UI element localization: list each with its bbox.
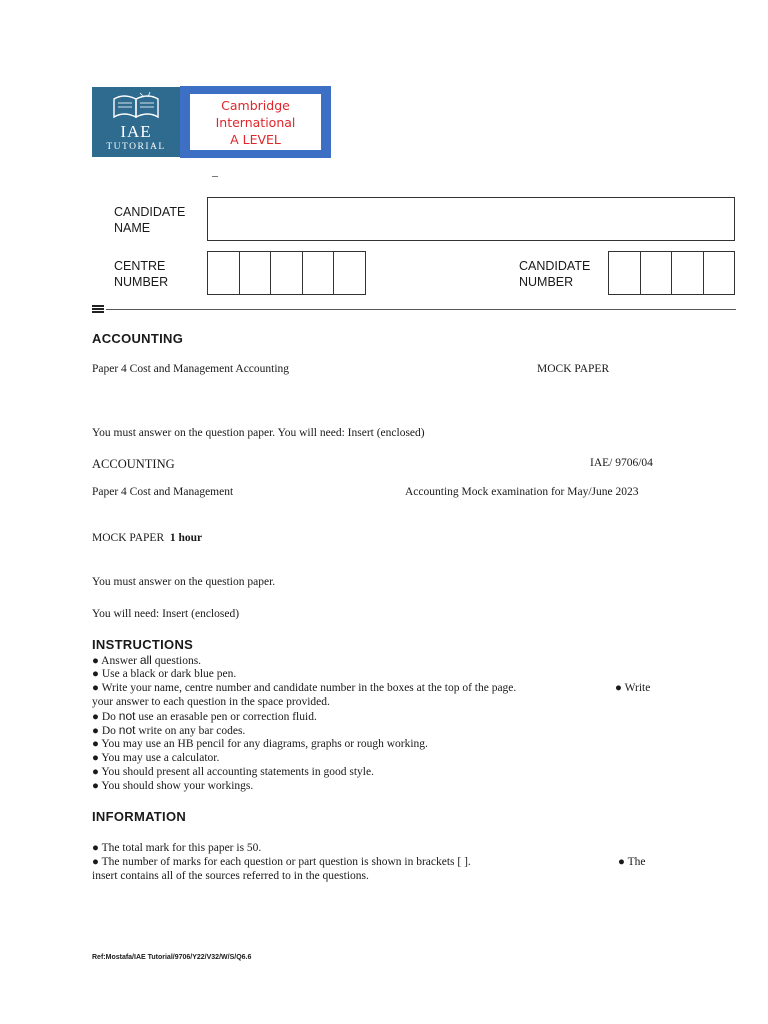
centre-number-cell[interactable] [208, 252, 240, 294]
iae-logo [92, 87, 180, 157]
candidate-name-label-line2: NAME [114, 221, 151, 235]
instruction-keyword: not [118, 723, 136, 737]
badge-line-1: Cambridge [221, 97, 290, 113]
answer-note: You must answer on the question paper. You will need: Insert (enclosed) [92, 427, 425, 439]
information-item: ● The number of marks for each question or part question is shown in brackets [ ]. [92, 856, 471, 868]
candidate-number-cell[interactable] [672, 252, 704, 294]
instruction-keyword: not [118, 709, 136, 723]
badge-line-2: International [215, 114, 296, 130]
instruction-item: ● You should present all accounting statements in good style. [92, 766, 374, 778]
candidate-number-cell[interactable] [609, 252, 641, 294]
information-heading: INFORMATION [92, 809, 187, 824]
mock-label: MOCK PAPER [92, 532, 165, 544]
instruction-item: ● You may use a calculator. [92, 752, 220, 764]
instruction-item [92, 723, 245, 738]
instruction-text: use an erasable pen or correction fluid. [135, 711, 317, 723]
centre-number-label [114, 258, 168, 290]
instruction-item: ● Write [615, 682, 651, 694]
centre-number-label-line1: CENTRE [114, 259, 166, 273]
barcode-mark [92, 305, 104, 313]
subject-label: ACCOUNTING [92, 457, 175, 471]
need-note: You will need: Insert (enclosed) [92, 608, 240, 620]
candidate-number-label-line2: NUMBER [519, 275, 574, 289]
instructions-heading: INSTRUCTIONS [92, 637, 194, 652]
instruction-text: ● Do [92, 711, 119, 723]
instruction-item: ● You may use an HB pencil for any diagrams, graphs or rough working. [92, 738, 428, 750]
candidate-number-field[interactable] [608, 251, 735, 295]
centre-number-field[interactable] [207, 251, 366, 295]
instruction-text: ● Answer [92, 655, 140, 667]
instruction-keyword: all [139, 653, 152, 667]
instruction-text: write on any bar codes. [135, 725, 246, 737]
dash-mark: – [212, 168, 218, 182]
information-item: ● The total mark for this paper is 50. [92, 842, 262, 854]
instruction-item [92, 709, 317, 724]
centre-number-label-line2: NUMBER [114, 275, 169, 289]
candidate-name-label [114, 204, 185, 236]
subject-heading: ACCOUNTING [92, 331, 184, 346]
paper-title: Paper 4 Cost and Management Accounting [92, 363, 290, 375]
duration: 1 hour [169, 532, 203, 544]
instruction-item: your answer to each question in the space provided. [92, 696, 330, 708]
paper-code: IAE/ 9706/04 [590, 457, 653, 469]
instruction-item [92, 653, 201, 668]
centre-number-cell[interactable] [334, 252, 365, 294]
logo-brand-primary: IAE [120, 122, 152, 141]
footer-reference: Ref:Mostafa/IAE Tutorial/9706/Y22/V32/W/S/Q6.6 [92, 954, 252, 961]
divider [106, 309, 736, 310]
centre-number-cell[interactable] [240, 252, 272, 294]
instruction-text: questions. [151, 655, 202, 667]
logo-brand-secondary: TUTORIAL [106, 142, 166, 152]
paper-title-left: Paper 4 Cost and Management [92, 486, 234, 498]
instruction-text: ● Do [92, 725, 119, 737]
information-item: ● The [618, 856, 646, 868]
open-book-icon [110, 91, 162, 119]
paper-type: MOCK PAPER [537, 363, 610, 375]
paper-title-right: Accounting Mock examination for May/June 2023 [405, 486, 639, 498]
mock-duration [92, 532, 202, 544]
instruction-item: ● You should show your workings. [92, 780, 254, 792]
cambridge-badge [180, 86, 331, 158]
centre-number-cell[interactable] [303, 252, 335, 294]
cambridge-badge-inner [190, 94, 321, 150]
candidate-number-label-line1: CANDIDATE [519, 259, 591, 273]
answer-note-2: You must answer on the question paper. [92, 576, 276, 588]
candidate-number-cell[interactable] [704, 252, 735, 294]
badge-line-3: A LEVEL [230, 131, 281, 147]
candidate-name-field[interactable] [207, 197, 735, 241]
candidate-number-label [519, 258, 590, 290]
instruction-item: ● Use a black or dark blue pen. [92, 668, 237, 680]
information-item: insert contains all of the sources referred to in the questions. [92, 870, 369, 882]
candidate-name-label-line1: CANDIDATE [114, 205, 186, 219]
centre-number-cell[interactable] [271, 252, 303, 294]
candidate-number-cell[interactable] [641, 252, 673, 294]
instruction-item: ● Write your name, centre number and candidate number in the boxes at the top of the page. [92, 682, 517, 694]
